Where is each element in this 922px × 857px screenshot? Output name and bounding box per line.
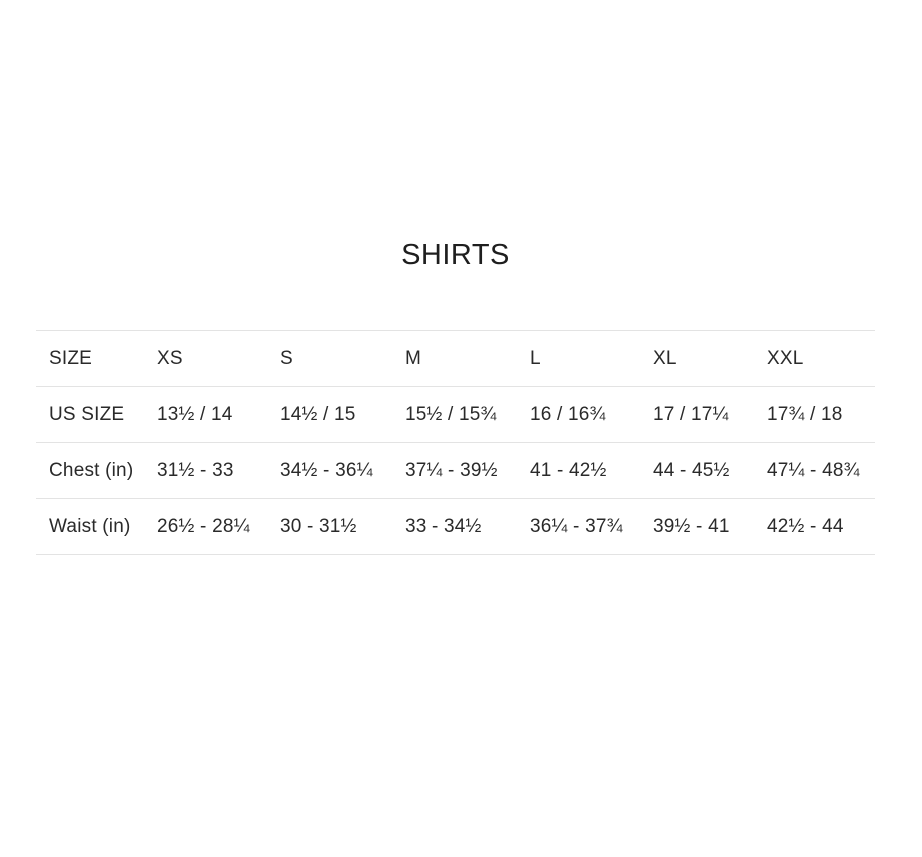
size-cell: 39½ - 41 <box>653 515 730 537</box>
size-cell: 16 / 16¾ <box>530 403 606 425</box>
size-cell: 15½ / 15¾ <box>405 403 497 425</box>
size-cell: 17¾ / 18 <box>767 403 843 425</box>
column-header-xxl: XXL <box>767 347 804 369</box>
column-header-xl: XL <box>653 347 677 369</box>
size-cell: 31½ - 33 <box>157 459 234 481</box>
row-label-us-size: US SIZE <box>49 403 125 425</box>
size-cell: 34½ - 36¼ <box>280 459 373 481</box>
column-header-size: SIZE <box>49 347 93 369</box>
size-header-row <box>36 331 875 387</box>
row-label-waist: Waist (in) <box>49 515 131 537</box>
size-cell: 41 - 42½ <box>530 459 607 481</box>
size-cell: 44 - 45½ <box>653 459 730 481</box>
page-title: SHIRTS <box>401 239 510 271</box>
table-row-chest <box>36 443 875 499</box>
table-row-waist <box>36 499 875 555</box>
size-cell: 47¼ - 48¾ <box>767 459 860 481</box>
column-header-l: L <box>530 347 541 369</box>
column-header-m: M <box>405 347 422 369</box>
size-cell: 33 - 34½ <box>405 515 482 537</box>
shirts-size-table <box>36 330 875 555</box>
column-header-xs: XS <box>157 347 183 369</box>
size-cell: 17 / 17¼ <box>653 403 729 425</box>
size-cell: 26½ - 28¼ <box>157 515 250 537</box>
column-header-s: S <box>280 347 293 369</box>
size-cell: 14½ / 15 <box>280 403 356 425</box>
table-row-us-size <box>36 387 875 443</box>
size-cell: 30 - 31½ <box>280 515 357 537</box>
size-cell: 37¼ - 39½ <box>405 459 498 481</box>
size-cell: 36¼ - 37¾ <box>530 515 623 537</box>
size-cell: 42½ - 44 <box>767 515 844 537</box>
row-label-chest: Chest (in) <box>49 459 134 481</box>
size-cell: 13½ / 14 <box>157 403 233 425</box>
